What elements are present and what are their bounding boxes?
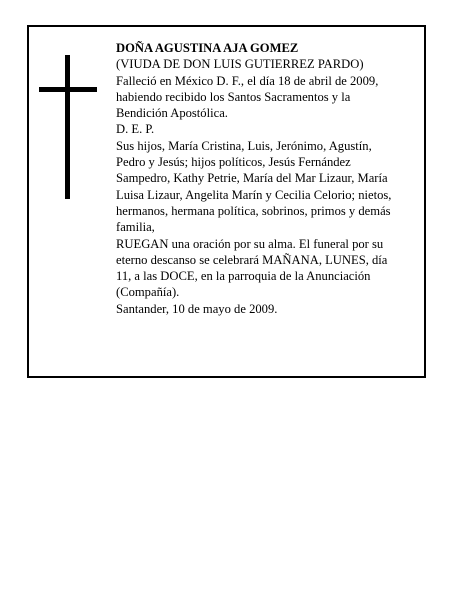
notice-line: hermanos, hermana política, sobrinos, primos y demás xyxy=(116,203,391,218)
obituary-notice xyxy=(27,25,426,378)
cross-vertical-bar xyxy=(65,55,70,199)
deceased-name: DOÑA AGUSTINA AJA GOMEZ xyxy=(116,41,299,55)
widow-of-line: (VIUDA DE DON LUIS GUTIERREZ PARDO) xyxy=(116,57,364,72)
cross-horizontal-bar xyxy=(39,87,97,92)
notice-line: Santander, 10 de mayo de 2009. xyxy=(116,301,278,316)
notice-line: Sus hijos, María Cristina, Luis, Jerónimo, Agustín, xyxy=(116,138,372,153)
cross-icon xyxy=(39,55,99,199)
notice-line: D. E. P. xyxy=(116,122,155,137)
notice-line: Falleció en México D. F., el día 18 de abril de 2009, xyxy=(116,73,379,88)
notice-line: Bendición Apostólica. xyxy=(116,106,228,121)
notice-line: familia, xyxy=(116,220,155,235)
notice-text xyxy=(116,40,416,317)
notice-line: 11, a las DOCE, en la parroquia de la Anunciación xyxy=(116,269,371,284)
notice-line: Pedro y Jesús; hijos políticos, Jesús Fernández xyxy=(116,155,351,170)
notice-line: habiendo recibido los Santos Sacramentos y la xyxy=(116,89,351,104)
notice-line: RUEGAN una oración por su alma. El funeral por su xyxy=(116,236,384,251)
notice-line: Sampedro, Kathy Petrie, María del Mar Lizaur, María xyxy=(116,171,388,186)
notice-line: eterno descanso se celebrará MAÑANA, LUNES, día xyxy=(116,252,388,267)
notice-line: Luisa Lizaur, Angelita Marín y Cecilia Celorio; nietos, xyxy=(116,187,392,202)
notice-line: (Compañía). xyxy=(116,285,180,300)
